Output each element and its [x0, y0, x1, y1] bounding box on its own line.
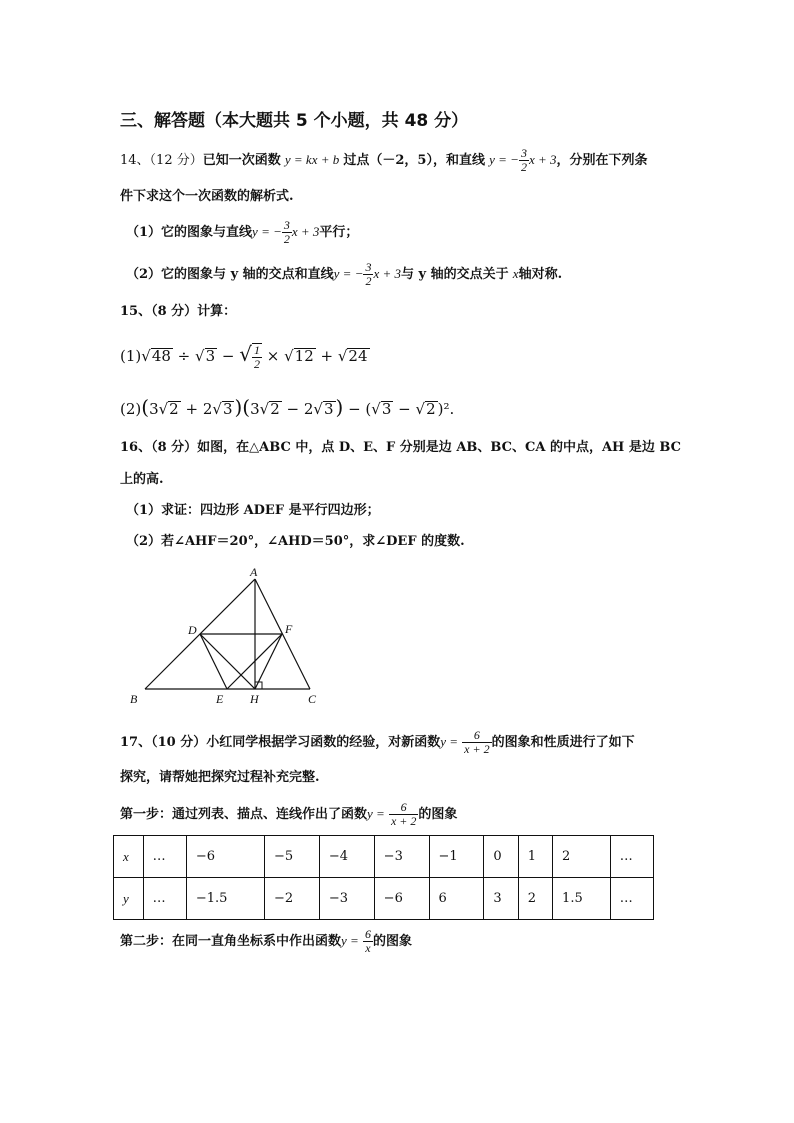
label-C: C: [308, 692, 317, 706]
q14-p2-suffix: 与 y 轴的交点关于: [401, 267, 509, 282]
q15-expr2: (2)(3√2 + 2√3 )(3√2 − 2√3 ) − (√3 − √2 )².: [120, 395, 455, 419]
q14-p1-prefix: （1）它的图象与直线: [126, 225, 253, 240]
segment-FH: [255, 634, 282, 689]
q17-line1: 17、（10 分）小红同学根据学习函数的经验，对新函数y = $\frac{6}{x + 2}$ 的图象和性质进行了如下: [120, 728, 635, 756]
segment-DH: [200, 634, 255, 689]
table-cell: …: [610, 836, 653, 878]
table-cell: −5: [265, 836, 320, 878]
label-A: A: [250, 565, 258, 579]
table-cell: −2: [265, 878, 320, 920]
section-title: 三、解答题（本大题共 5 个小题，共 48 分）: [120, 111, 469, 131]
q14-p2-fraction: $\frac{3}{2}$: [365, 260, 372, 288]
q15-header: 15、（8 分）计算：: [120, 304, 237, 319]
table-cell: 2: [553, 836, 611, 878]
segment-DE: [200, 634, 227, 689]
table-row-x: [114, 836, 654, 878]
value-table: [113, 835, 654, 920]
table-cell: y: [114, 878, 144, 920]
q14-line-left: y = −: [489, 152, 519, 167]
table-cell: −6: [374, 878, 429, 920]
table-cell: −3: [374, 836, 429, 878]
q14-line-right: x + 3: [528, 152, 557, 167]
q14-intro: 已知一次函数: [202, 153, 281, 168]
table-row-y: [114, 878, 654, 920]
q14-p1-suffix: 平行；: [319, 225, 359, 240]
q14-fraction: $\frac{3}{2}$: [520, 146, 527, 174]
label-B: B: [130, 692, 138, 706]
label-E: E: [216, 692, 224, 706]
q14-number: 14、: [120, 153, 150, 168]
label-D: D: [188, 623, 197, 637]
table-cell: −1.5: [186, 878, 264, 920]
q14-passes: 过点（－2，5），和直线: [343, 153, 485, 168]
q14-func: y = kx + b: [284, 152, 340, 167]
q14-tail: ，分别在下列条: [556, 153, 648, 168]
q14-line2: 件下求这个一次函数的解析式.: [120, 189, 294, 204]
table-cell: 6: [429, 878, 484, 920]
q14-line1: [120, 140, 648, 181]
q16-part2: （2）若∠AHF＝20°，∠AHD＝50°，求∠DEF 的度数.: [126, 534, 465, 549]
table-cell: −1: [429, 836, 484, 878]
table-cell: …: [143, 836, 186, 878]
triangle-figure: [120, 562, 340, 712]
q17-step2: 第二步：在同一直角坐标系中作出函数y = $\frac{6}{x}$ 的图象: [120, 927, 412, 955]
table-cell: 1: [518, 836, 552, 878]
q17-line2: 探究，请帮她把探究过程补充完整.: [120, 770, 320, 785]
q14-p2-prefix: （2）它的图象与 y 轴的交点和直线: [126, 267, 334, 282]
q14-p1-fraction: $\frac{3}{2}$: [283, 218, 290, 246]
table-cell: …: [143, 878, 186, 920]
q14-score: （12 分）: [149, 153, 203, 168]
label-F: F: [285, 622, 293, 636]
q14-part1: （1）它的图象与直线y = − $\frac{3}{2}$ x + 3平行；: [126, 218, 359, 246]
label-H: H: [250, 692, 259, 706]
q16-line1: 16、（8 分）如图，在△ABC 中，点 D、E、F 分别是边 AB、BC、CA 的中点，AH 是边 BC: [120, 440, 681, 455]
table-cell: −6: [186, 836, 264, 878]
q16-part1: （1）求证：四边形 ADEF 是平行四边形；: [126, 503, 380, 518]
table-cell: 1.5: [553, 878, 611, 920]
q15-expr1: (1)√48 ÷ √3 − √ $\frac{1}{2}$ × √12 + √24: [120, 342, 368, 371]
q14-part2: （2）它的图象与 y 轴的交点和直线y = − $\frac{3}{2}$ x + 3与 y 轴的交点关于 x轴对称.: [126, 260, 563, 288]
table-cell: x: [114, 836, 144, 878]
table-cell: −3: [319, 878, 374, 920]
table-cell: −4: [319, 836, 374, 878]
table-cell: 2: [518, 878, 552, 920]
table-cell: 0: [484, 836, 518, 878]
table-cell: 3: [484, 878, 518, 920]
q16-line2: 上的高.: [120, 472, 164, 487]
q14-p2-end: 轴对称.: [518, 267, 563, 282]
table-cell: …: [610, 878, 653, 920]
q17-func-fraction: $\frac{6}{x + 2}$: [464, 728, 490, 756]
q17-step1: 第一步：通过列表、描点、连线作出了函数y = $\frac{6}{x + 2}$ 的图象: [120, 800, 458, 828]
